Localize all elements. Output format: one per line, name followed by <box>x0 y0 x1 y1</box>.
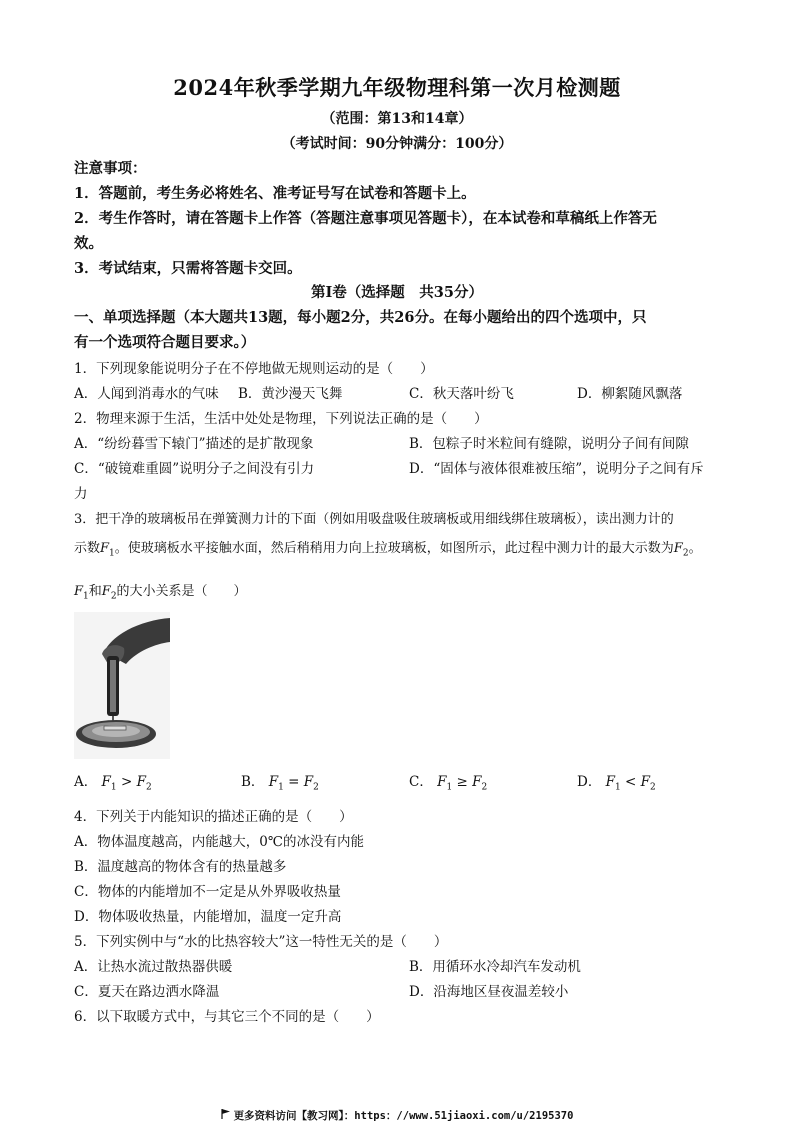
q5-option-b: B．用循环水冷却汽车发动机 <box>409 959 581 975</box>
flag-icon <box>221 1109 230 1122</box>
symbol-f: F <box>472 774 482 790</box>
symbol-f: F <box>640 774 651 790</box>
q4-option-a: A．物体温度越高，内能越大，0℃的冰没有内能 <box>74 834 364 850</box>
symbol-f: F <box>101 774 111 790</box>
q5-option-a: A．让热水流过散热器供暖 <box>74 959 233 975</box>
q3-option-a-label: A． <box>74 774 98 790</box>
q3-option-a-relation: > <box>120 774 133 790</box>
q3-option-b-label: B． <box>241 774 265 790</box>
question-3-stem-line3 <box>74 580 247 602</box>
q2-option-b: B．包粽子时米粒间有缝隙，说明分子间有间隙 <box>409 436 689 452</box>
page-title: 2024年秋季学期九年级物理科第一次月检测题 <box>173 75 621 100</box>
symbol-f: F <box>101 584 111 599</box>
symbol-f: F <box>605 774 615 790</box>
q5-option-d: D．沿海地区昼夜温差较小 <box>409 984 569 1000</box>
question-3-stem: 3．把干净的玻璃板吊在弹簧测力计的下面（例如用吸盘吸住玻璃板或用细线绑住玻璃板），读出测力计的 <box>74 512 674 527</box>
section-intro: 一、单项选择题（本大题共13题，每小题2分，共26分。在每小题给出的四个选项中，只 <box>74 309 647 326</box>
footer-link[interactable]: 更多资料访问【教习网】：https：//www.51jiaoxi.com/u/2195370 <box>233 1110 574 1122</box>
q3-option-b <box>241 770 319 793</box>
exam-range: （范围：第13和14章） <box>321 111 473 127</box>
symbol-sub: 1 <box>109 548 115 559</box>
question-6-stem: 6．以下取暖方式中，与其它三个不同的是（ ） <box>74 1009 380 1025</box>
q5-option-c: C．夏天在路边洒水降温 <box>74 984 220 1000</box>
q2-option-d-continued: 力 <box>74 486 88 502</box>
symbol-sub: 1 <box>278 782 284 793</box>
q1-option-d: D．柳絮随风飘落 <box>577 386 683 402</box>
symbol-sub: 2 <box>110 591 117 602</box>
q1-option-c: C．秋天落叶纷飞 <box>409 386 514 402</box>
symbol-sub: 1 <box>110 782 117 793</box>
q3-option-d-label: D． <box>577 774 602 790</box>
q3-option-c-relation: ≥ <box>456 774 468 790</box>
question-4-stem: 4．下列关于内能知识的描述正确的是（ ） <box>74 809 353 825</box>
q1-option-a: A．人闻到消毒水的气味 <box>74 386 219 402</box>
q2-option-a: A．“纷纷暮雪下辕门”描述的是扩散现象 <box>74 436 314 452</box>
symbol-f: F <box>303 774 314 790</box>
section-intro: 有一个选项符合题目要求。） <box>74 334 256 351</box>
q4-option-b: B．温度越高的物体含有的热量越多 <box>74 859 287 875</box>
q4-option-d: D．物体吸收热量，内能增加，温度一定升高 <box>74 909 342 925</box>
q3-text: 和 <box>88 584 102 599</box>
spring-scale-photo <box>74 612 170 759</box>
q4-option-c: C．物体的内能增加不一定是从外界吸收热量 <box>74 884 341 900</box>
symbol-f: F <box>268 774 279 790</box>
exam-time: （考试时间：90分钟满分：100分） <box>281 136 513 152</box>
symbol-sub: 2 <box>145 782 152 793</box>
symbol-f: F <box>673 541 683 556</box>
symbol-sub: 1 <box>83 591 89 602</box>
symbol-f: F <box>136 774 146 790</box>
q3-option-d <box>577 770 656 793</box>
note-item: 效。 <box>74 235 103 252</box>
section-title: 第Ⅰ卷（选择题 共35分） <box>311 284 483 301</box>
symbol-sub: 2 <box>313 782 319 793</box>
q3-text: 。使玻璃板水平接触水面，然后稍稍用力向上拉玻璃板，如图所示，此过程中测力计的最大示数为 <box>114 541 674 556</box>
q3-option-a <box>74 770 152 793</box>
q3-option-c <box>409 770 487 793</box>
question-5-stem: 5．下列实例中与“水的比热容较大”这一特性无关的是（ ） <box>74 934 448 950</box>
note-item: 3．考试结束，只需将答题卡交回。 <box>74 260 302 277</box>
symbol-sub: 2 <box>481 782 488 793</box>
q3-option-c-label: C． <box>409 774 433 790</box>
q3-text: 的大小关系是（ ） <box>116 584 247 599</box>
q3-option-d-relation: < <box>625 774 637 790</box>
question-1-stem: 1．下列现象能说明分子在不停地做无规则运动的是（ ） <box>74 361 434 377</box>
symbol-f: F <box>100 541 110 556</box>
symbol-sub: 2 <box>650 782 656 793</box>
q2-option-d: D．“固体与液体很难被压缩”，说明分子之间有斥 <box>409 461 704 477</box>
symbol-sub: 1 <box>446 782 453 793</box>
q3-text: 。 <box>688 541 702 556</box>
footer <box>0 1108 794 1123</box>
q2-option-c: C．“破镜难重圆”说明分子之间没有引力 <box>74 461 315 477</box>
question-3-stem-line2 <box>74 537 702 559</box>
q3-text: 示数 <box>74 541 101 556</box>
q1-option-b: B．黄沙漫天飞舞 <box>238 386 343 402</box>
symbol-f: F <box>74 584 84 599</box>
symbol-f: F <box>437 774 447 790</box>
symbol-sub: 1 <box>615 782 621 793</box>
note-item: 1．答题前，考生务必将姓名、准考证号写在试卷和答题卡上。 <box>74 185 476 202</box>
note-item: 2．考生作答时，请在答题卡上作答（答题注意事项见答题卡），在本试卷和草稿纸上作答无 <box>74 210 657 227</box>
q3-option-b-relation: = <box>288 774 300 790</box>
symbol-sub: 2 <box>682 548 689 559</box>
question-2-stem: 2．物理来源于生活，生活中处处是物理，下列说法正确的是（ ） <box>74 411 488 427</box>
notes-heading: 注意事项： <box>74 160 147 177</box>
